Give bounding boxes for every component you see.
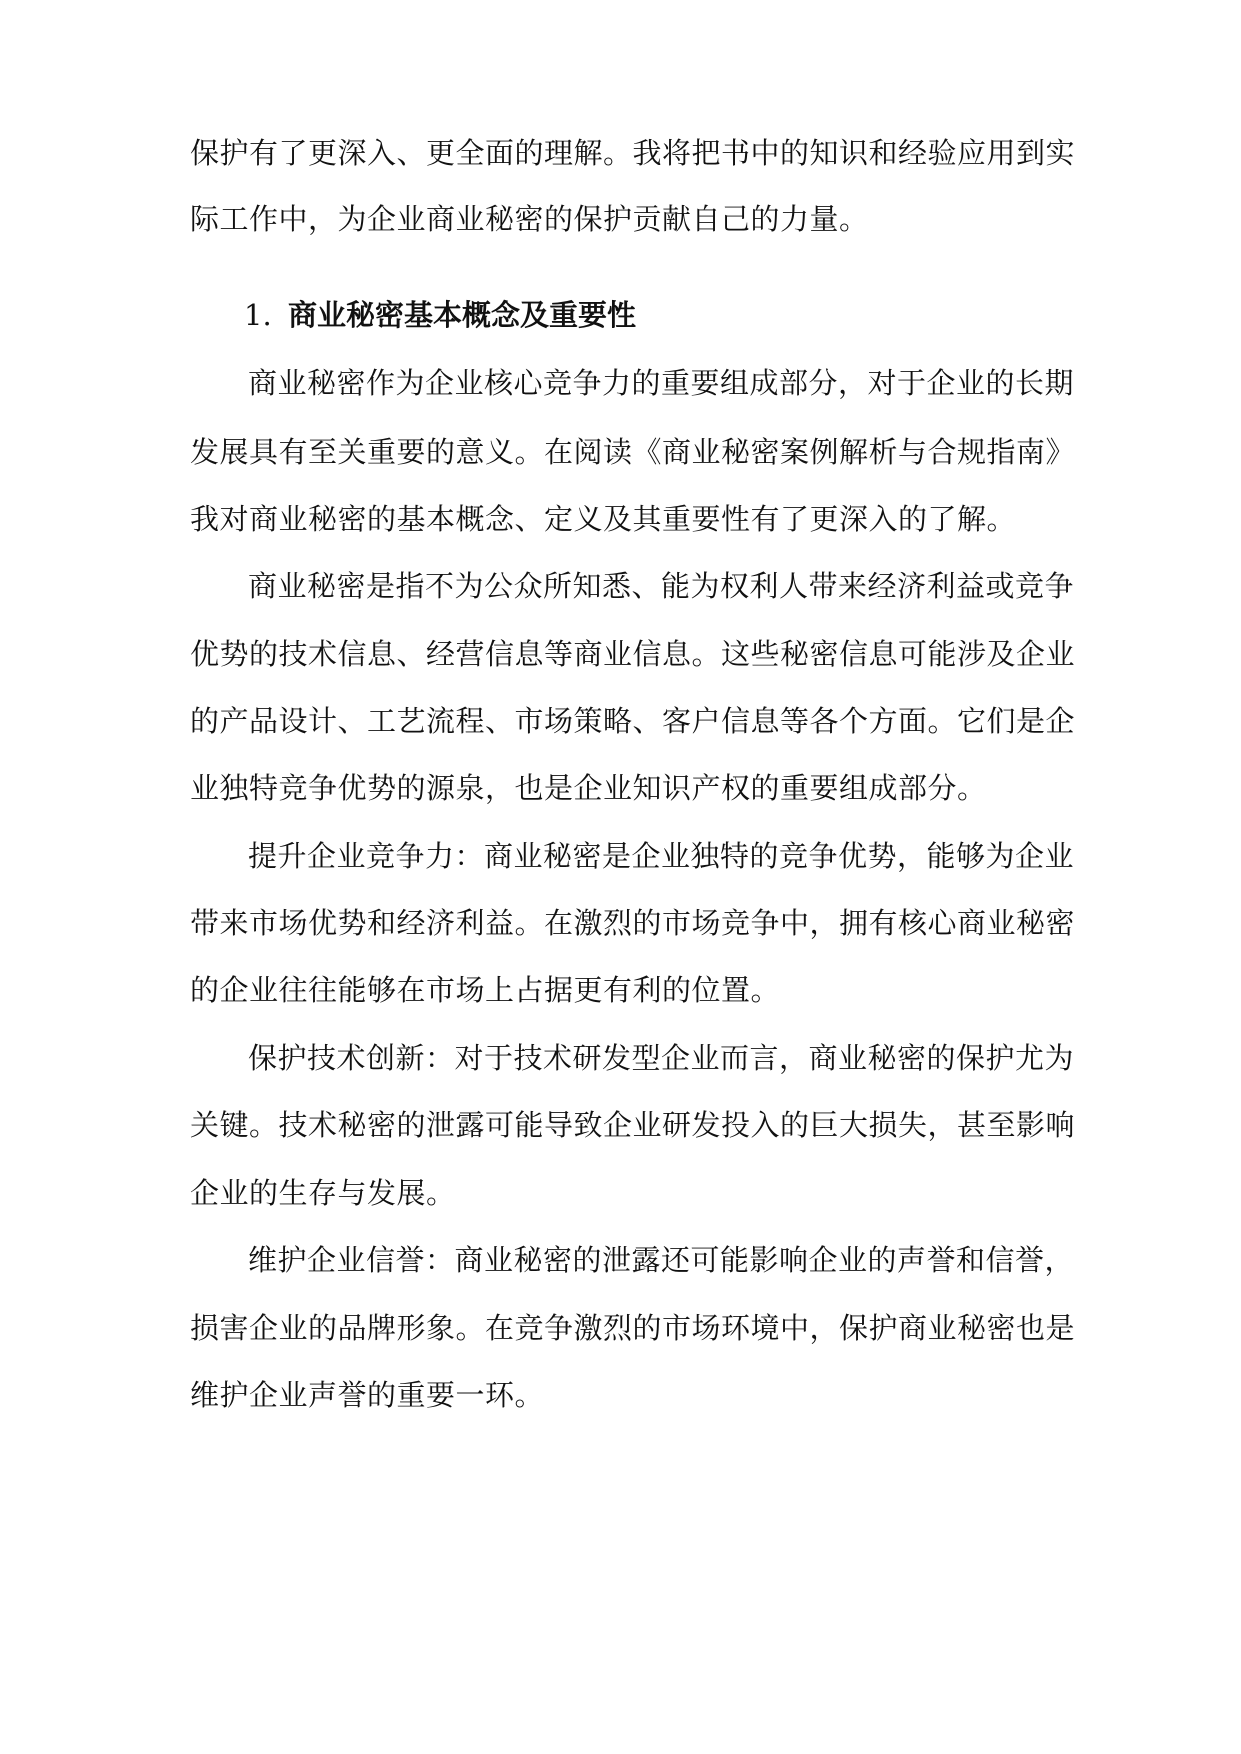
- intro-line: 保护有了更深入、更全面的理解。我将把书中的知识和经验应用到实: [190, 136, 1076, 170]
- paragraph-line: 的产品设计、工艺流程、市场策略、客户信息等各个方面。它们是企: [190, 704, 1076, 738]
- paragraph-line: 损害企业的品牌形象。在竞争激烈的市场环境中，保护商业秘密也是: [190, 1311, 1076, 1345]
- paragraph-line: 的企业往往能够在市场上占据更有利的位置。: [190, 973, 781, 1007]
- paragraph-line: 维护企业信誉：商业秘密的泄露还可能影响企业的声誉和信誉，: [248, 1243, 1075, 1277]
- section-title: 商业秘密基本概念及重要性: [288, 298, 637, 332]
- paragraph-line: 优势的技术信息、经营信息等商业信息。这些秘密信息可能涉及企业: [190, 637, 1076, 671]
- paragraph-line: 商业秘密是指不为公众所知悉、能为权利人带来经济利益或竞争: [248, 569, 1075, 603]
- section-number: 1.: [244, 298, 272, 332]
- paragraph-line: 我对商业秘密的基本概念、定义及其重要性有了更深入的了解。: [190, 502, 1017, 536]
- paragraph-line: 业独特竞争优势的源泉，也是企业知识产权的重要组成部分。: [190, 771, 987, 805]
- paragraph-line: 保护技术创新：对于技术研发型企业而言，商业秘密的保护尤为: [248, 1041, 1075, 1075]
- paragraph-line: 企业的生存与发展。: [190, 1176, 456, 1210]
- paragraph-line: 提升企业竞争力：商业秘密是企业独特的竞争优势，能够为企业: [248, 839, 1075, 873]
- paragraph-line: 发展具有至关重要的意义。在阅读《商业秘密案例解析与合规指南》: [190, 435, 1076, 469]
- paragraph-line: 维护企业声誉的重要一环。: [190, 1378, 545, 1412]
- paragraph-line: 带来市场优势和经济利益。在激烈的市场竞争中，拥有核心商业秘密: [190, 906, 1076, 940]
- paragraph-line: 商业秘密作为企业核心竞争力的重要组成部分，对于企业的长期: [248, 366, 1075, 400]
- section-heading: [244, 295, 1044, 335]
- paragraph-line: 关键。技术秘密的泄露可能导致企业研发投入的巨大损失，甚至影响: [190, 1108, 1076, 1142]
- intro-line: 际工作中，为企业商业秘密的保护贡献自己的力量。: [190, 202, 869, 236]
